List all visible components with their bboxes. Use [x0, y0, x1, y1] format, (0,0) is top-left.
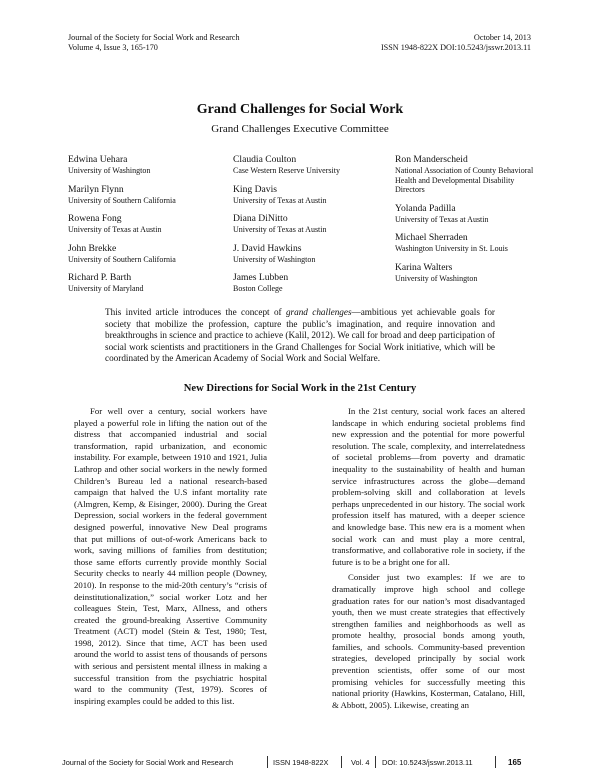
author-name: Karina Walters [395, 261, 453, 273]
author-affiliation: University of Texas at Austin [68, 225, 162, 234]
author-column-1 [68, 154, 218, 302]
article-title: Grand Challenges for Social Work [196, 102, 404, 117]
author-affiliation: University of Southern California [68, 254, 176, 264]
abstract-text-start: This invited article introduces the concept of [105, 307, 286, 317]
author-entry [233, 213, 383, 235]
author-entry [233, 272, 383, 294]
author-affiliation: University of Texas at Austin [233, 195, 327, 205]
author-name: J. David Hawkins [233, 242, 302, 254]
author-name: Edwina Uehara [68, 154, 128, 165]
footer-divider [495, 756, 496, 768]
author-name: Yolanda Padilla [395, 202, 456, 214]
author-column-2 [233, 154, 383, 302]
body-column-right [332, 406, 525, 715]
author-entry [233, 154, 383, 176]
author-affiliation: University of Texas at Austin [395, 214, 489, 224]
section-heading: New Directions for Social Work in the 21st Century [183, 383, 417, 394]
footer-divider [375, 756, 376, 768]
author-name: Diana DiNitto [233, 213, 288, 224]
publication-date: October 14, 2013 [473, 33, 531, 42]
author-name: James Lubben [233, 272, 289, 283]
author-entry [68, 213, 218, 235]
page-number: 165 [508, 758, 522, 767]
footer-issn: ISSN 1948-822X [273, 758, 329, 767]
author-name: Rowena Fong [68, 213, 122, 224]
issn-doi: ISSN 1948-822X DOI:10.5243/jsswr.2013.11 [380, 43, 531, 52]
author-name: Richard P. Barth [68, 272, 132, 283]
author-affiliation: University of Texas at Austin [233, 225, 327, 234]
footer-volume: Vol. 4 [351, 758, 370, 767]
author-name: John Brekke [68, 242, 117, 254]
footer-divider [267, 756, 268, 768]
body-paragraph: Consider just two examples: If we are to dramatically improve high school and college graduation rates for our nation’s most disadvantaged youth, then we must create strategies that effectively strengthen families and neighborhoods as well as promote healthy, prosocial bonds among youth, families, and schools. Community-based prevention strategies, developed principally by social work prevention scientists, offer some of our most promising vehicles for successfully meeting this national priority (Hawkins, Kosterman, Catalano, Hill, & Abbott, 2005). Likewise, creating an [332, 572, 525, 710]
running-header-right [381, 33, 531, 53]
author-column-3 [395, 154, 545, 291]
author-affiliation: Case Western Reserve University [233, 166, 340, 175]
author-entry [395, 262, 545, 284]
author-entry [233, 243, 383, 265]
footer-divider [341, 756, 342, 768]
author-affiliation: University of Washington [233, 254, 316, 264]
author-entry [68, 154, 218, 176]
footer-journal: Journal of the Society for Social Work and Research [62, 758, 234, 767]
author-entry [68, 243, 218, 265]
author-name: Marilyn Flynn [68, 183, 124, 195]
body-paragraph: In the 21st century, social work faces an altered landscape in which enduring societal problems find new expression and the potential for more powerful resolution. The scale, complexity, and interrelatedness of societal problems—from poverty and dramatic inequality to the sustainability of health and human service infrastructures across the globe—demand problem-solving skill and collaboration at levels perhaps unprecedented in our history. The social work profession itself has matured, with a deeper science and knowledge base. This new era is a moment when social work can and must play a more central, transformative, and collaborative role in society, if the future is to be a bright one for all. [332, 406, 525, 567]
page-footer [62, 758, 538, 770]
author-name: Claudia Coulton [233, 154, 297, 165]
author-entry [395, 203, 545, 225]
body-column-left [74, 406, 267, 711]
author-entry [395, 232, 545, 254]
author-affiliation: University of Washington [68, 166, 151, 175]
author-affiliation: University of Washington [395, 273, 478, 283]
abstract [105, 307, 495, 365]
author-affiliation: University of Southern California [68, 195, 176, 205]
author-entry [68, 184, 218, 206]
author-name: Ron Manderscheid [395, 154, 468, 165]
author-name: King Davis [233, 183, 277, 195]
abstract-text-end: —ambitious yet achievable goals for society that mobilize the profession, capture the public’s imagination, and require innovation and breakthroughs in science and practice to achieve (Kalil, 2012). We call for broad and deep participation of social work scientists and practitioners in the Grand Challenges for Social Work initiative, which will be coordinated by the American Academy of Social Work and Social Welfare. [105, 307, 495, 364]
author-affiliation: National Association of County Behavioral Health and Developmental Disability Directors [395, 166, 534, 194]
author-affiliation: University of Maryland [68, 284, 144, 293]
author-affiliation: Boston College [233, 284, 283, 293]
author-entry [395, 154, 545, 195]
abstract-emphasis: grand challenges [285, 307, 352, 317]
running-header-left [68, 33, 240, 53]
footer-doi: DOI: 10.5243/jsswr.2013.11 [382, 758, 473, 767]
author-entry [68, 272, 218, 294]
author-name: Michael Sherraden [395, 232, 468, 243]
author-entry [233, 184, 383, 206]
author-affiliation: Washington University in St. Louis [395, 244, 508, 253]
body-paragraph: For well over a century, social workers have played a powerful role in lifting the nation out of the distress that accompanied industrial and social transformation, rapid urbanization, and economic instability. For example, between 1910 and 1921, Julia Lathrop and other social workers in the newly formed Children’s Bureau led a national research-based campaign that halved the U.S infant mortality rate (Almgren, Kemp, & Eisinger, 2000). During the Great Depression, social workers in the federal government designed powerful, innovative New Deal programs that put millions of out-of-work Americans back to work, saving millions of families from destitution; those same efforts currently provide monthly Social Security checks to nearly 44 million people (Downey, 2010). In response to the mid-20th century’s “crisis of deinstitutionalization,” social worker Lotz and her colleagues Stein, Test, Marx, Allness, and others created the ground-breaking Assertive Community Treatment (ACT) model (Stein & Test, 1980; Test, 1998, 2012). Since that time, ACT has been used around the world to assist tens of thousands of persons with serious and persistent mental illness in making a successful transition from the psychiatric hospital ward to the community (Test, 1979). Scores of inspiring examples could be added to this list. [74, 406, 267, 706]
journal-name: Journal of the Society for Social Work and Research [68, 33, 240, 42]
committee-name: Grand Challenges Executive Committee [211, 123, 389, 135]
volume-issue: Volume 4, Issue 3, 165-170 [68, 43, 158, 52]
